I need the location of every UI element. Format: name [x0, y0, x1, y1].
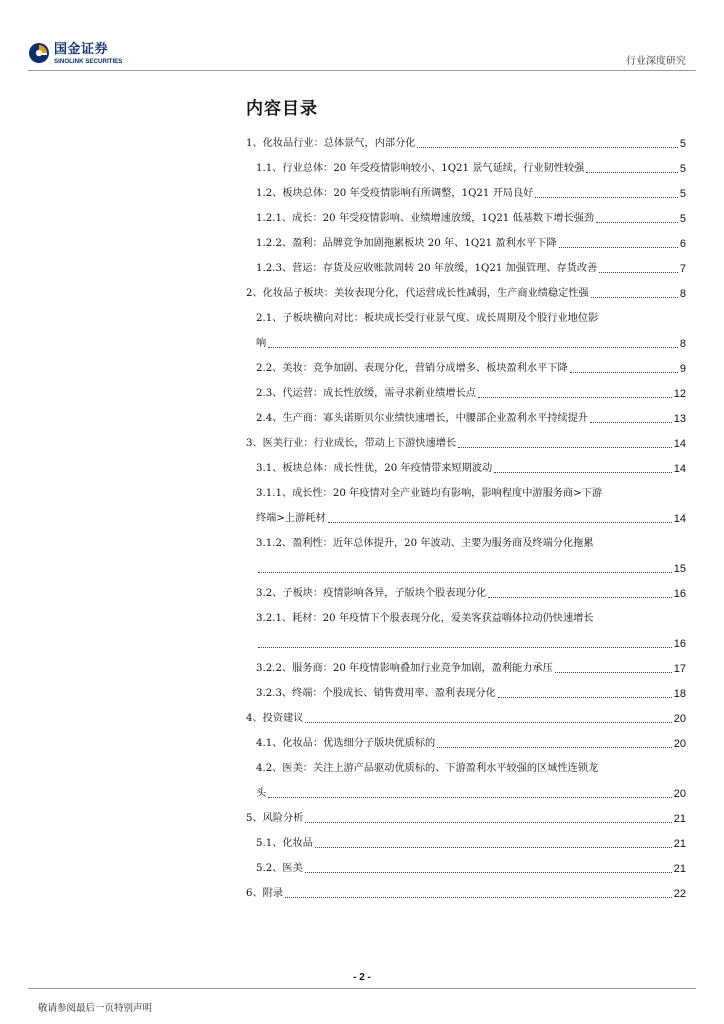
toc-leader-dots — [437, 747, 672, 748]
toc-entry-text: 3、医美行业：行业成长，带动上下游快速增长 — [246, 438, 457, 449]
toc-entry-cont-text: 头 — [256, 788, 267, 799]
toc-entry-text: 2.3、代运营：成长性放缓，需寻求新业绩增长点 — [256, 388, 476, 399]
toc-entry[interactable] — [246, 751, 686, 776]
toc-entry-text: 4.2、医美：关注上游产品驱动优质标的、下游盈利水平较强的区域性连锁龙 — [256, 763, 599, 774]
toc-page-number: 13 — [673, 413, 686, 425]
toc-page-number: 20 — [673, 788, 686, 800]
toc-leader-dots — [478, 397, 672, 398]
toc-page-number: 12 — [673, 388, 686, 400]
toc-entry[interactable] — [246, 301, 686, 326]
toc-entry-text: 3.2.1、耗材：20 年疫情下个股表现分化，爱美客获益嗨体拉动仍快速增长 — [256, 613, 594, 624]
toc-entry-cont-text: 终端>上游耗材 — [256, 513, 326, 524]
toc-leader-dots — [305, 722, 671, 723]
toc-leader-dots — [328, 522, 672, 523]
toc-entry-text: 1.2.1、成长：20 年受疫情影响、业绩增速放缓，1Q21 低基数下增长强劲 — [256, 213, 595, 224]
toc-entry[interactable] — [246, 526, 686, 551]
toc-leader-dots — [458, 447, 672, 448]
toc-page-number: 21 — [673, 838, 686, 850]
toc-entry[interactable] — [246, 176, 686, 201]
toc-page-number: 21 — [673, 863, 686, 875]
toc-leader-dots — [258, 647, 672, 648]
table-of-contents — [246, 126, 686, 901]
toc-leader-dots — [596, 222, 678, 223]
toc-entry[interactable] — [246, 701, 686, 726]
toc-page-number: 5 — [679, 163, 686, 175]
toc-entry-text: 3.2.3、终端：个股成长、销售费用率、盈利表现分化 — [256, 688, 496, 699]
toc-entry[interactable] — [246, 426, 686, 451]
toc-entry-continuation[interactable] — [246, 626, 686, 651]
toc-entry-text: 6、附录 — [246, 888, 284, 899]
toc-page-number: 18 — [673, 688, 686, 700]
toc-page-number: 8 — [679, 338, 686, 350]
toc-entry-text: 3.2.2、服务商：20 年疫情影响叠加行业竞争加剧，盈利能力承压 — [256, 663, 553, 674]
footer-divider — [28, 988, 696, 989]
toc-entry-cont-text: 响 — [256, 338, 267, 349]
toc-leader-dots — [535, 197, 678, 198]
toc-leader-dots — [559, 247, 678, 248]
toc-entry-text: 3.1.2、盈利性：近年总体提升，20 年波动、主要为服务商及终端分化拖累 — [256, 538, 594, 549]
toc-entry-text: 3.1.1、成长性：20 年疫情对全产业链均有影响，影响程度中游服务商>下游 — [256, 488, 603, 499]
toc-entry-continuation[interactable] — [246, 776, 686, 801]
toc-leader-dots — [305, 822, 671, 823]
toc-entry[interactable] — [246, 151, 686, 176]
sinolink-logo — [28, 42, 132, 66]
toc-page-number: 20 — [673, 738, 686, 750]
toc-leader-dots — [305, 872, 672, 873]
toc-entry-text: 4.1、化妆品：优选细分子版块优质标的 — [256, 738, 436, 749]
toc-entry[interactable] — [246, 801, 686, 826]
toc-entry[interactable] — [246, 251, 686, 276]
toc-page-number: 14 — [673, 513, 686, 525]
disclaimer-note: 敬请参阅最后一页特别声明 — [38, 1003, 153, 1014]
toc-entry-text: 2.1、子板块横向对比：板块成长受行业景气度、成长周期及个股行业地位影 — [256, 313, 599, 324]
toc-entry[interactable] — [246, 401, 686, 426]
page-header — [0, 0, 724, 80]
logo-en-text: SINOLINK SECURITIES — [54, 58, 123, 65]
toc-leader-dots — [268, 797, 672, 798]
toc-entry[interactable] — [246, 276, 686, 301]
toc-leader-dots — [258, 572, 672, 573]
toc-page-number: 5 — [679, 138, 686, 150]
toc-entry[interactable] — [246, 876, 686, 901]
toc-entry[interactable] — [246, 126, 686, 151]
toc-entry-text: 4、投资建议 — [246, 713, 304, 724]
page-number: - 2 - — [353, 972, 371, 983]
toc-entry[interactable] — [246, 226, 686, 251]
toc-entry-text: 5.2、医美 — [256, 863, 303, 874]
toc-entry-text: 2、化妆品子板块：美妆表现分化，代运营成长性减弱，生产商业绩稳定性强 — [246, 288, 589, 299]
toc-leader-dots — [488, 597, 672, 598]
toc-entry-text: 1、化妆品行业：总体景气，内部分化 — [246, 138, 416, 149]
toc-entry[interactable] — [246, 601, 686, 626]
toc-leader-dots — [417, 147, 677, 148]
toc-entry[interactable] — [246, 476, 686, 501]
toc-leader-dots — [586, 172, 678, 173]
toc-entry[interactable] — [246, 826, 686, 851]
toc-page-number: 14 — [673, 438, 686, 450]
toc-entry-text: 5.1、化妆品 — [256, 838, 313, 849]
toc-entry[interactable] — [246, 451, 686, 476]
toc-entry-text: 1.2.3、营运：存货及应收账款周转 20 年放缓，1Q21 加强管理、存货改善 — [256, 263, 598, 274]
toc-page-number: 21 — [673, 813, 686, 825]
toc-entry[interactable] — [246, 676, 686, 701]
toc-entry[interactable] — [246, 351, 686, 376]
toc-entry-text: 3.2、子板块：疫情影响各异，子版块个股表现分化 — [256, 588, 487, 599]
toc-leader-dots — [268, 347, 678, 348]
toc-page-number: 9 — [679, 363, 686, 375]
toc-entry[interactable] — [246, 201, 686, 226]
toc-entry[interactable] — [246, 726, 686, 751]
toc-entry-text: 2.4、生产商：寡头诺斯贝尔业绩快速增长，中腰部企业盈利水平持续提升 — [256, 413, 589, 424]
toc-page-number: 6 — [679, 238, 686, 250]
toc-page-number: 5 — [679, 188, 686, 200]
toc-leader-dots — [494, 472, 672, 473]
toc-page-number: 16 — [673, 588, 686, 600]
toc-entry-text: 5、风险分析 — [246, 813, 304, 824]
toc-leader-dots — [570, 372, 678, 373]
toc-entry-text: 2.2、美妆：竞争加剧、表现分化，营销分成增多、板块盈利水平下降 — [256, 363, 568, 374]
toc-entry[interactable] — [246, 851, 686, 876]
toc-entry-text: 1.2.2、盈利：品牌竞争加剧拖累板块 20 年、1Q21 盈利水平下降 — [256, 238, 557, 249]
toc-page-number: 15 — [673, 563, 686, 575]
toc-entry[interactable] — [246, 376, 686, 401]
toc-entry-text: 1.2、板块总体：20 年受疫情影响有所调整，1Q21 开局良好 — [256, 188, 534, 199]
toc-page-number: 14 — [673, 463, 686, 475]
toc-page-number: 22 — [673, 888, 686, 900]
toc-title: 内容目录 — [246, 99, 318, 119]
toc-leader-dots — [590, 422, 672, 423]
toc-entry-continuation[interactable] — [246, 551, 686, 576]
logo-cn-text: 国金证券 — [54, 42, 109, 57]
toc-leader-dots — [555, 672, 672, 673]
toc-entry[interactable] — [246, 576, 686, 601]
toc-entry[interactable] — [246, 651, 686, 676]
toc-leader-dots — [599, 272, 678, 273]
header-divider — [28, 70, 696, 71]
toc-entry-continuation[interactable] — [246, 326, 686, 351]
toc-page-number: 16 — [673, 638, 686, 650]
sinolink-logo-icon — [28, 42, 50, 64]
toc-page-number: 7 — [679, 263, 686, 275]
toc-leader-dots — [498, 697, 672, 698]
toc-leader-dots — [285, 897, 672, 898]
toc-page-number: 17 — [673, 663, 686, 675]
toc-page-number: 5 — [679, 213, 686, 225]
toc-page-number: 8 — [679, 288, 686, 300]
toc-page-number: 20 — [673, 713, 686, 725]
report-type: 行业深度研究 — [626, 56, 686, 67]
toc-leader-dots — [315, 847, 672, 848]
toc-entry-text: 1.1、行业总体：20 年受疫情影响较小、1Q21 景气延续，行业韧性较强 — [256, 163, 585, 174]
toc-entry-text: 3.1、板块总体：成长性优，20 年疫情带来短期波动 — [256, 463, 493, 474]
toc-entry-continuation[interactable] — [246, 501, 686, 526]
toc-leader-dots — [591, 297, 678, 298]
